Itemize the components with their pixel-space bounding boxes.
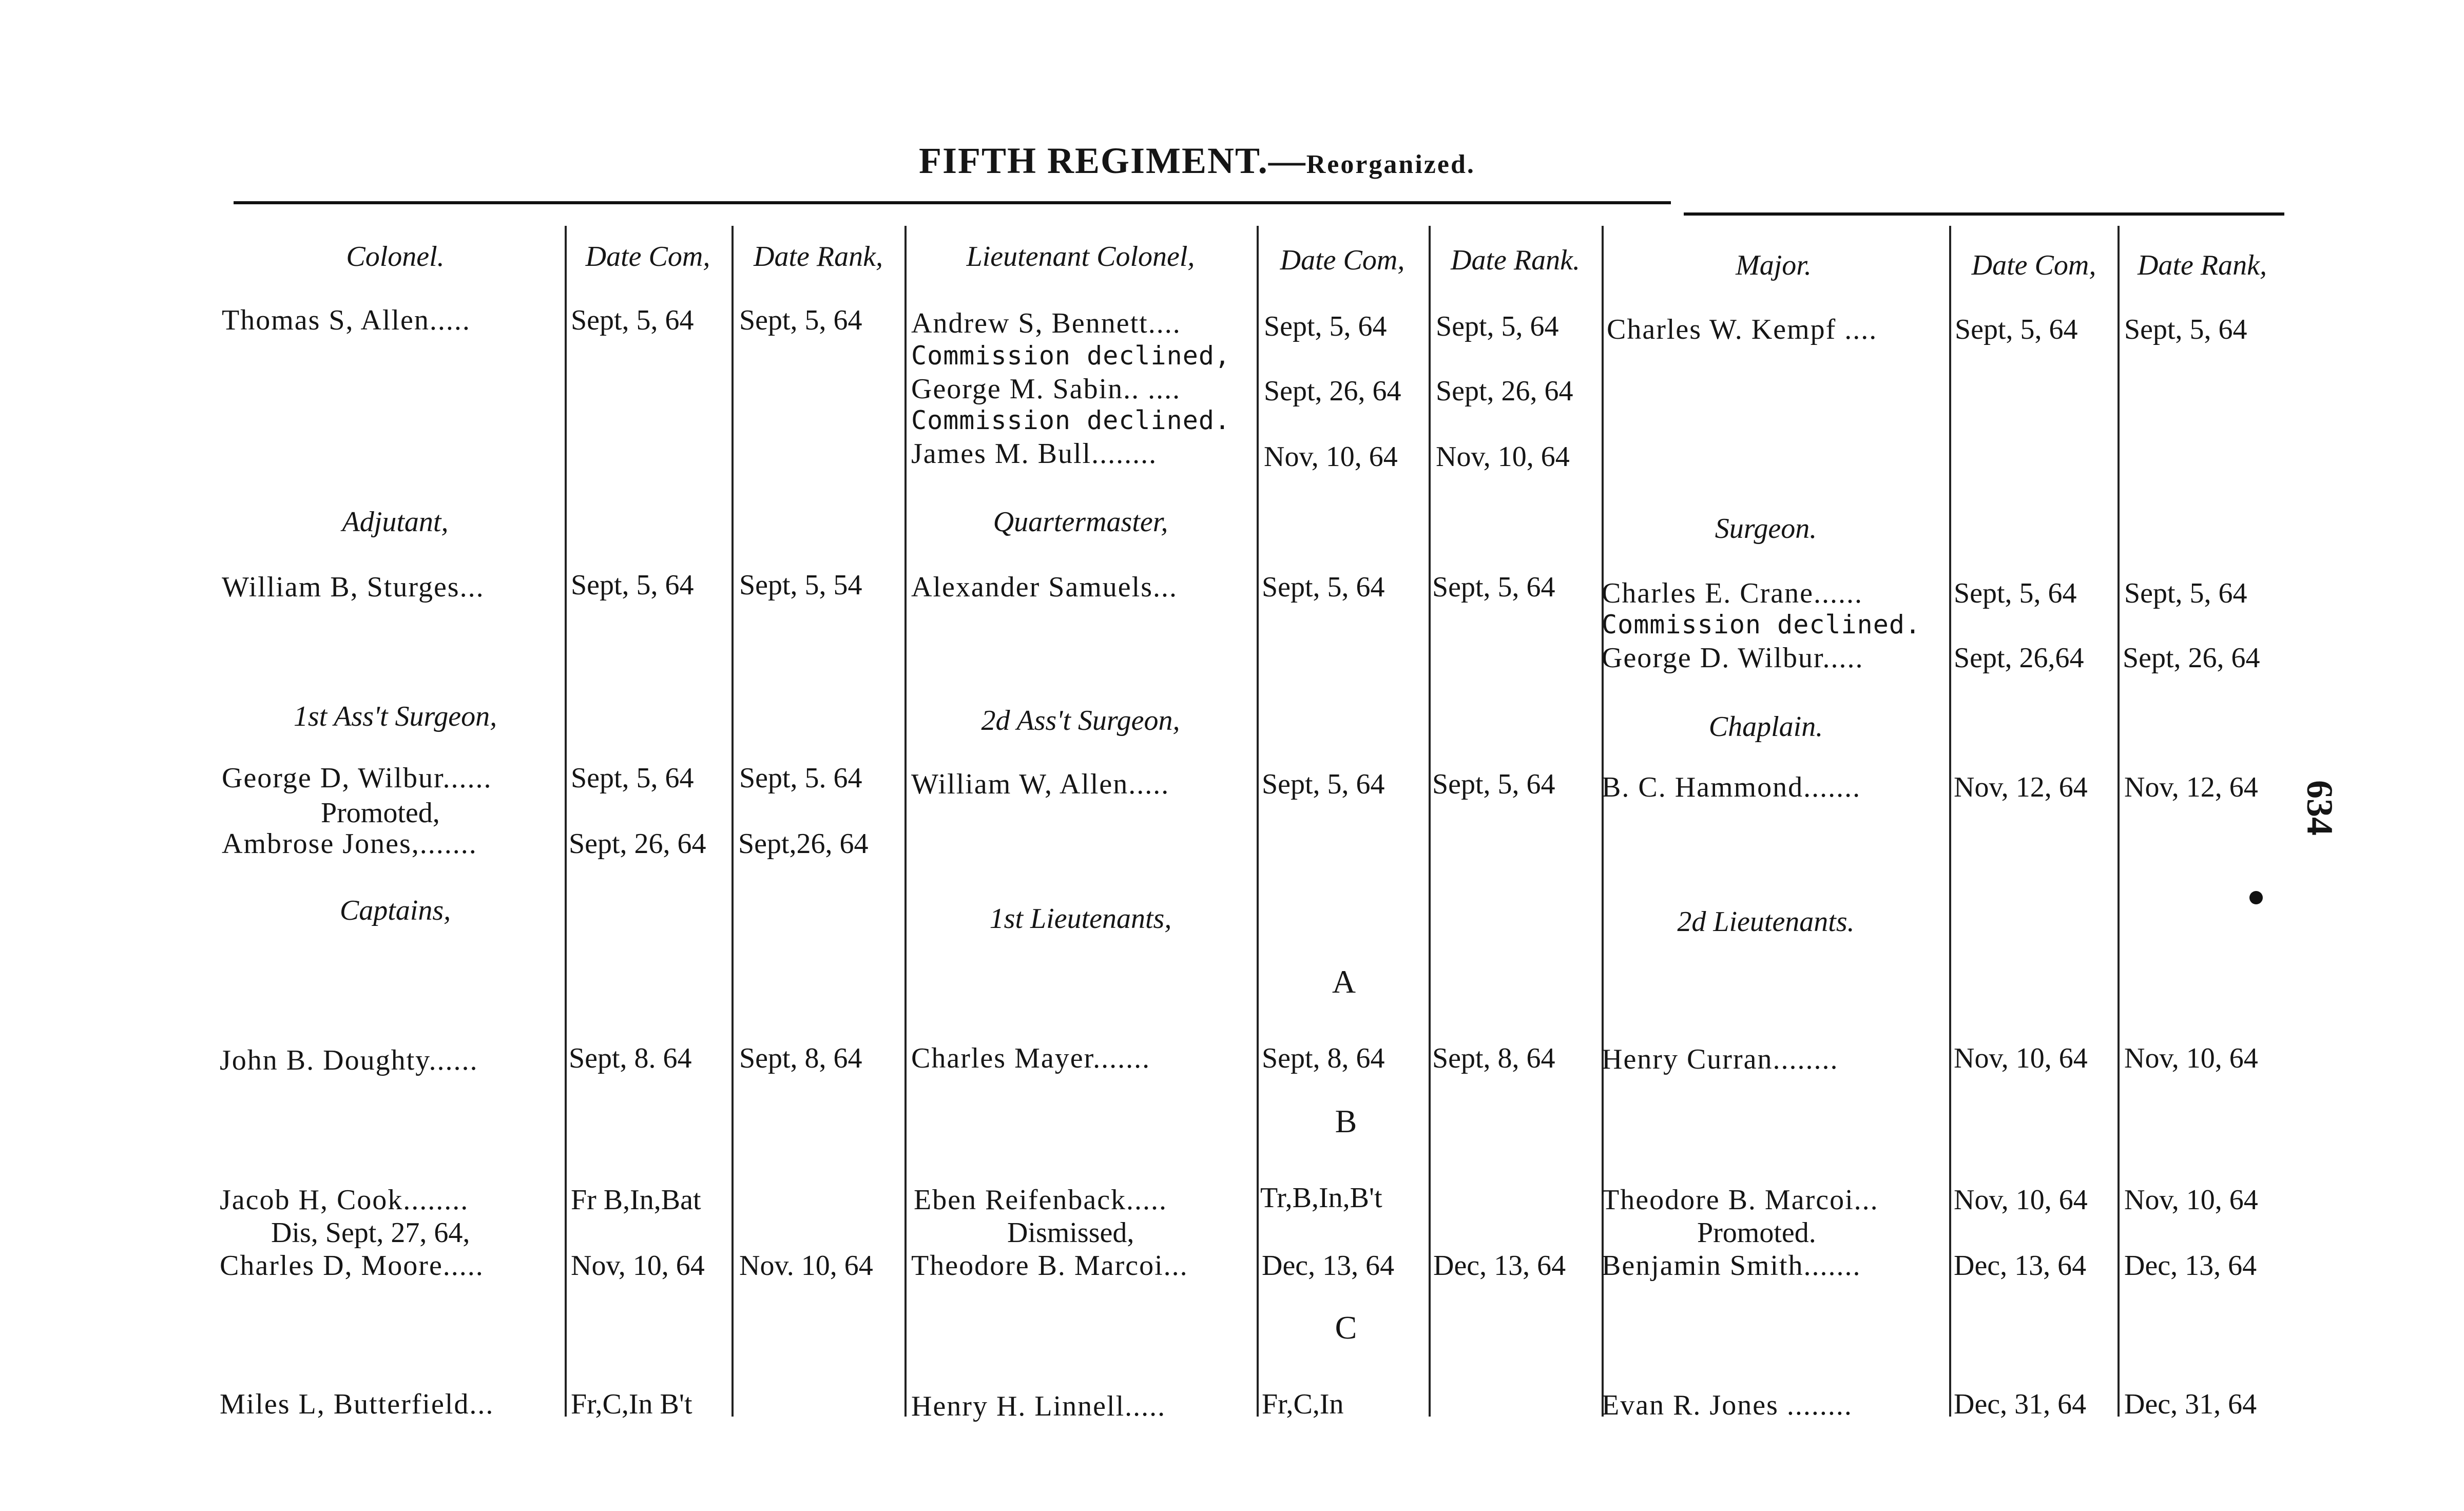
- captain-name: Charles D, Moore.....: [220, 1250, 484, 1282]
- company-label-b: B: [1335, 1103, 1357, 1139]
- header-second-asst-surgeon: 2d Ass't Surgeon,: [981, 705, 1180, 737]
- date-rank: Nov, 10, 64: [1436, 441, 1570, 473]
- date-rank: Nov, 10, 64: [2124, 1184, 2258, 1216]
- quartermaster-name: Alexander Samuels...: [911, 571, 1178, 603]
- column-divider: [1429, 226, 1431, 1417]
- date-com: Nov, 10, 64: [571, 1250, 705, 1282]
- date-rank: Nov. 10, 64: [739, 1250, 873, 1282]
- date-com: Fr,C,In: [1262, 1388, 1344, 1420]
- date-com: Sept, 5, 64: [571, 569, 694, 601]
- date-com: Sept, 8, 64: [1262, 1042, 1385, 1074]
- header-first-asst-surgeon: 1st Ass't Surgeon,: [293, 701, 497, 732]
- date-com: Sept, 26,64: [1954, 642, 2084, 674]
- first-lieutenant-name: Theodore B. Marcoi...: [911, 1250, 1188, 1282]
- header-date-com: Date Com,: [585, 241, 710, 273]
- date-com: Nov, 10, 64: [1954, 1042, 2088, 1074]
- date-rank: Sept, 26, 64: [1436, 375, 1573, 407]
- page-number: 634: [2299, 780, 2340, 836]
- date-rank: Sept, 5. 64: [739, 762, 862, 794]
- date-rank: Sept, 5, 64: [739, 304, 862, 336]
- date-rank: Sept, 5, 64: [1432, 768, 1555, 800]
- date-rank: Sept, 8, 64: [739, 1042, 862, 1074]
- header-major: Major.: [1736, 249, 1812, 281]
- first-asst-surgeon-name: Ambrose Jones,.......: [222, 828, 477, 860]
- date-rank: Dec, 31, 64: [2124, 1388, 2257, 1420]
- date-rank: Sept, 26, 64: [2123, 642, 2260, 674]
- second-lieutenant-name: Theodore B. Marcoi...: [1602, 1184, 1879, 1216]
- colonel-name: Thomas S, Allen.....: [222, 304, 471, 336]
- date-com: Sept, 26, 64: [1264, 375, 1401, 407]
- date-rank: Nov, 12, 64: [2124, 771, 2258, 803]
- date-com: Dec, 31, 64: [1954, 1388, 2087, 1420]
- page-title: [919, 140, 1475, 182]
- company-label-c: C: [1335, 1309, 1357, 1346]
- header-date-rank: Date Rank,: [754, 241, 883, 273]
- major-name: Charles W. Kempf ....: [1607, 314, 1878, 345]
- date-rank: Sept, 5, 64: [2124, 314, 2247, 345]
- first-lieutenant-name: Eben Reifenback.....: [914, 1184, 1168, 1216]
- adjutant-name: William B, Sturges...: [222, 571, 485, 603]
- column-divider: [1257, 226, 1259, 1417]
- surgeon-name: George D. Wilbur.....: [1602, 642, 1864, 674]
- date-com: Sept, 8. 64: [569, 1042, 692, 1074]
- surgeon-note: Commission declined.: [1602, 610, 1921, 640]
- column-divider: [904, 226, 907, 1417]
- header-first-lieutenants: 1st Lieutenants,: [989, 903, 1172, 935]
- lt-colonel-name: George M. Sabin.. ....: [911, 373, 1181, 405]
- second-lieutenant-name: Benjamin Smith.......: [1602, 1250, 1861, 1282]
- date-com: Sept, 5, 64: [1262, 571, 1385, 603]
- header-captains: Captains,: [339, 895, 451, 926]
- chaplain-name: B. C. Hammond.......: [1602, 771, 1861, 803]
- date-com: Sept, 5, 64: [1264, 311, 1387, 342]
- date-com: Dec, 13, 64: [1262, 1250, 1395, 1282]
- lt-colonel-note: Commission declined.: [911, 405, 1231, 435]
- captain-note: Dis, Sept, 27, 64,: [271, 1217, 470, 1249]
- captain-name: Jacob H, Cook........: [220, 1184, 469, 1216]
- second-lieutenant-name: Henry Curran........: [1602, 1043, 1839, 1075]
- header-adjutant: Adjutant,: [342, 506, 449, 538]
- date-com: Sept, 5, 64: [1262, 768, 1385, 800]
- date-rank: Dec, 13, 64: [2124, 1250, 2257, 1282]
- header-second-lieutenants: 2d Lieutenants.: [1677, 906, 1855, 938]
- first-asst-surgeon-note: Promoted,: [321, 797, 440, 829]
- title-rule-right: [1684, 212, 2284, 216]
- header-quartermaster: Quartermaster,: [993, 506, 1168, 538]
- lt-colonel-name: Andrew S, Bennett....: [911, 307, 1181, 339]
- surgeon-name: Charles E. Crane......: [1602, 577, 1863, 609]
- header-lt-colonel: Lieutenant Colonel,: [966, 241, 1195, 273]
- column-divider: [565, 226, 567, 1417]
- date-com: Fr,C,In B't: [571, 1388, 692, 1420]
- date-rank: Nov, 10, 64: [2124, 1042, 2258, 1074]
- date-rank: Sept, 5, 54: [739, 569, 862, 601]
- column-divider: [2118, 226, 2120, 1417]
- date-rank: Sept, 5, 64: [2124, 577, 2247, 609]
- date-com: Tr,B,In,B't: [1260, 1182, 1382, 1214]
- date-com: Sept, 5, 64: [1955, 314, 2078, 345]
- date-com: Dec, 13, 64: [1954, 1250, 2087, 1282]
- date-com: Nov, 10, 64: [1264, 441, 1398, 473]
- date-rank: Sept,26, 64: [738, 828, 869, 860]
- header-date-rank: Date Rank,: [2138, 249, 2267, 281]
- column-divider: [732, 226, 734, 1417]
- title-subtitle: Reorganized.: [1306, 150, 1475, 179]
- header-date-rank: Date Rank.: [1451, 244, 1580, 276]
- lt-colonel-note: Commission declined,: [911, 341, 1231, 371]
- first-lieutenant-name: Henry H. Linnell.....: [911, 1390, 1166, 1422]
- date-rank: Sept, 5, 64: [1432, 571, 1555, 603]
- title-rule-left: [234, 201, 1671, 204]
- header-chaplain: Chaplain.: [1708, 711, 1823, 743]
- second-lieutenant-name: Evan R. Jones ........: [1602, 1389, 1853, 1421]
- ink-spot: [2249, 891, 2263, 904]
- column-divider: [1602, 226, 1604, 1417]
- header-date-com: Date Com,: [1971, 249, 2096, 281]
- first-asst-surgeon-name: George D, Wilbur......: [222, 762, 492, 794]
- date-com: Sept, 5, 64: [571, 304, 694, 336]
- date-com: Sept, 5, 64: [571, 762, 694, 794]
- lt-colonel-name: James M. Bull........: [911, 438, 1158, 470]
- date-com: Nov, 10, 64: [1954, 1184, 2088, 1216]
- title-main: FIFTH REGIMENT.—: [919, 140, 1306, 181]
- company-label-a: A: [1332, 963, 1356, 1000]
- date-com: Nov, 12, 64: [1954, 771, 2088, 803]
- first-lieutenant-note: Dismissed,: [1007, 1217, 1134, 1249]
- second-asst-surgeon-name: William W, Allen.....: [911, 768, 1170, 800]
- date-rank: Dec, 13, 64: [1433, 1250, 1566, 1282]
- captain-name: John B. Doughty......: [220, 1044, 478, 1076]
- header-date-com: Date Com,: [1280, 244, 1405, 276]
- captain-name: Miles L, Butterfield...: [220, 1388, 494, 1420]
- header-colonel: Colonel.: [346, 241, 445, 273]
- date-com: Sept, 5, 64: [1954, 577, 2077, 609]
- column-divider: [1949, 226, 1951, 1417]
- first-lieutenant-name: Charles Mayer.......: [911, 1042, 1151, 1074]
- date-com: Fr B,In,Bat: [571, 1184, 701, 1216]
- date-rank: Sept, 8, 64: [1432, 1042, 1555, 1074]
- header-surgeon: Surgeon.: [1715, 513, 1817, 545]
- second-lieutenant-note: Promoted.: [1697, 1217, 1816, 1249]
- date-com: Sept, 26, 64: [569, 828, 706, 860]
- date-rank: Sept, 5, 64: [1436, 311, 1559, 342]
